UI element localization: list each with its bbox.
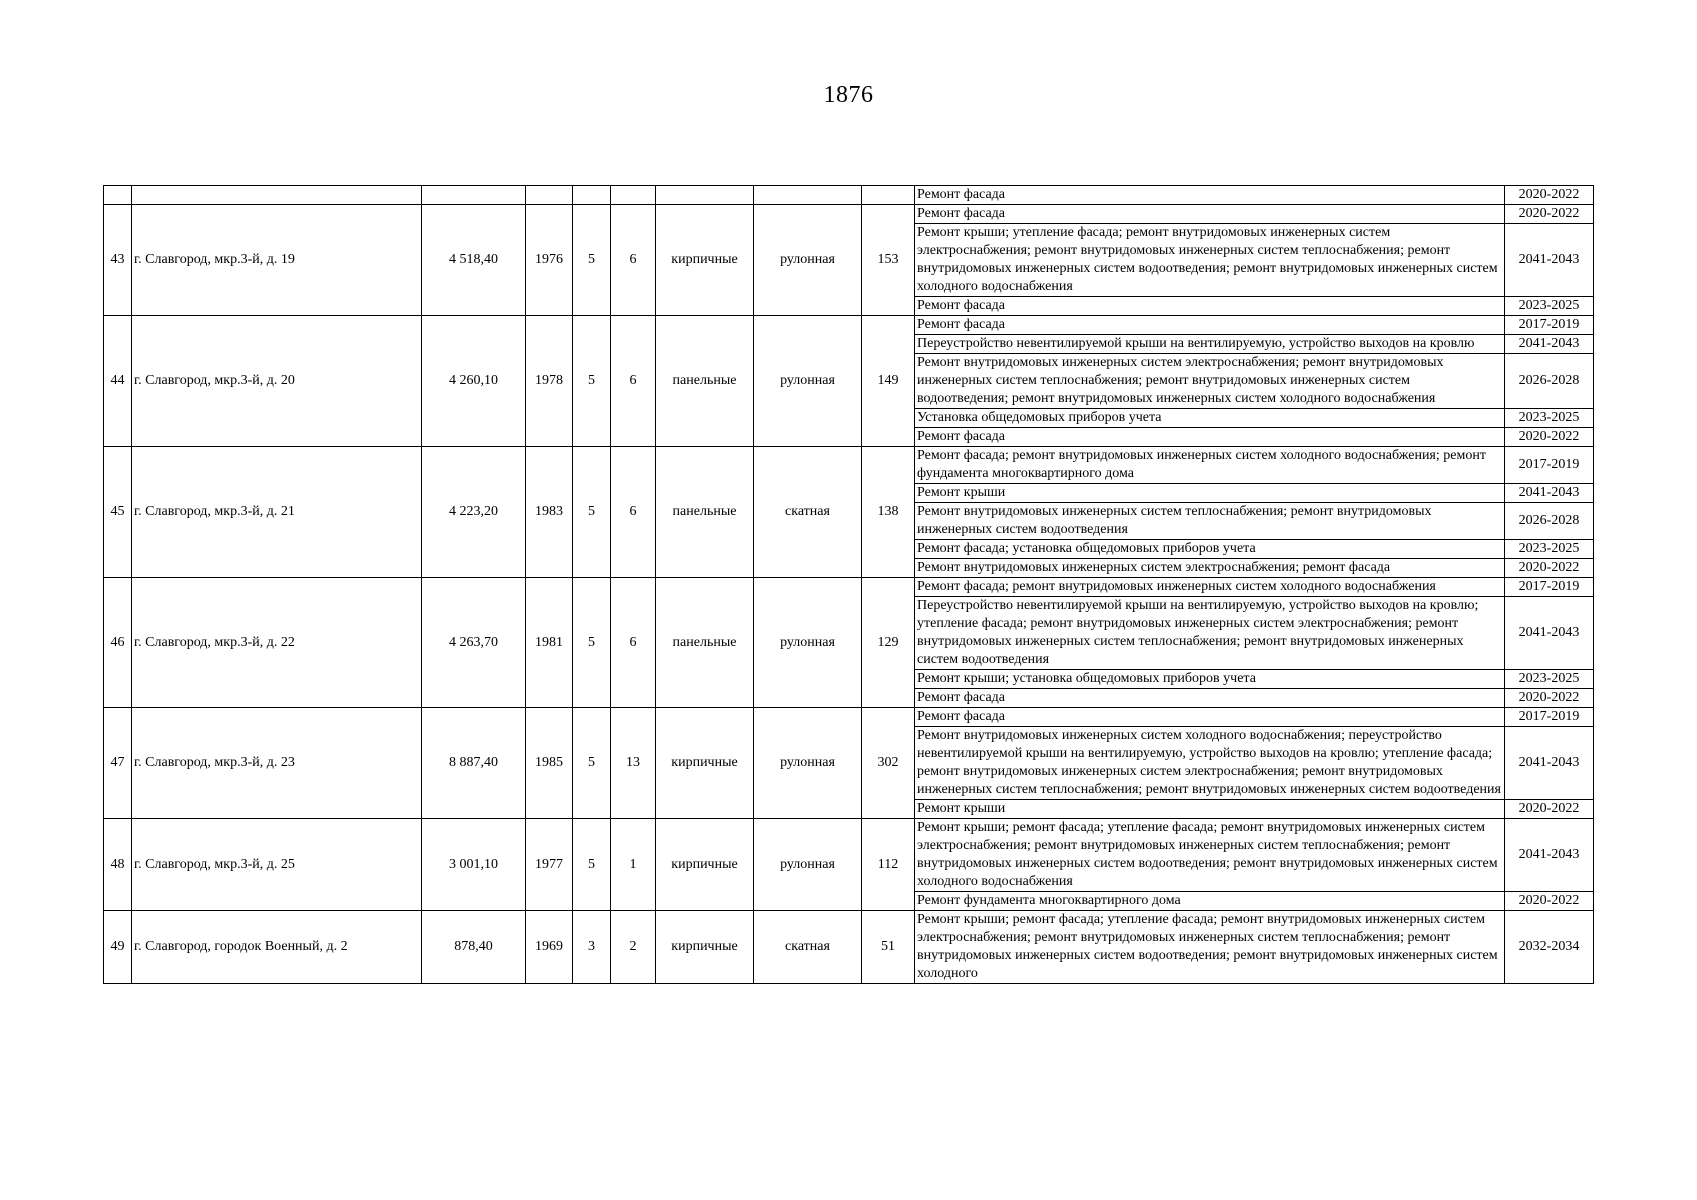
entrances: 6 — [611, 447, 656, 578]
work-period: 2020-2022 — [1505, 892, 1594, 911]
wall-material: панельные — [656, 316, 754, 447]
work-period: 2041-2043 — [1505, 597, 1594, 670]
address: г. Славгород, мкр.3-й, д. 21 — [132, 447, 422, 578]
work-description: Ремонт фасада — [915, 708, 1505, 727]
build-year: 1969 — [526, 911, 573, 984]
row-number: 47 — [104, 708, 132, 819]
work-period: 2041-2043 — [1505, 335, 1594, 354]
work-period: 2020-2022 — [1505, 205, 1594, 224]
row-number: 44 — [104, 316, 132, 447]
entrances: 13 — [611, 708, 656, 819]
work-period: 2026-2028 — [1505, 503, 1594, 540]
repair-schedule-table — [103, 185, 1594, 984]
work-period: 2041-2043 — [1505, 484, 1594, 503]
floors: 5 — [573, 708, 611, 819]
build-year: 1977 — [526, 819, 573, 911]
work-description: Ремонт крыши; ремонт фасада; утепление фасада; ремонт внутридомовых инженерных систем электроснабжения; ремонт внутридомовых инженерных систем теплоснабжения; ремонт внутридомовых инженерных систем водоотведения; ремонт внутридомовых инженерных систем холодного — [915, 911, 1505, 984]
wall-material: кирпичные — [656, 205, 754, 316]
roof-type: скатная — [754, 447, 862, 578]
build-year: 1985 — [526, 708, 573, 819]
residents: 153 — [862, 205, 915, 316]
roof-type: рулонная — [754, 205, 862, 316]
entrances: 6 — [611, 316, 656, 447]
residents: 51 — [862, 911, 915, 984]
residents: 112 — [862, 819, 915, 911]
area: 4 223,20 — [422, 447, 526, 578]
area: 4 518,40 — [422, 205, 526, 316]
wall-material: кирпичные — [656, 911, 754, 984]
work-description: Ремонт фасада — [915, 297, 1505, 316]
work-period: 2017-2019 — [1505, 447, 1594, 484]
work-description: Ремонт фундамента многоквартирного дома — [915, 892, 1505, 911]
work-period: 2023-2025 — [1505, 540, 1594, 559]
work-description: Ремонт фасада — [915, 316, 1505, 335]
roof-type: рулонная — [754, 316, 862, 447]
work-period: 2023-2025 — [1505, 409, 1594, 428]
area: 4 263,70 — [422, 578, 526, 708]
roof-type: рулонная — [754, 708, 862, 819]
work-description: Ремонт фасада — [915, 428, 1505, 447]
work-period: 2041-2043 — [1505, 819, 1594, 892]
table-row — [104, 205, 1594, 224]
work-period: 2020-2022 — [1505, 689, 1594, 708]
row-number: 43 — [104, 205, 132, 316]
area: 878,40 — [422, 911, 526, 984]
table-row — [104, 316, 1594, 335]
build-year: 1983 — [526, 447, 573, 578]
work-period: 2032-2034 — [1505, 911, 1594, 984]
roof-type: рулонная — [754, 819, 862, 911]
floors: 3 — [573, 911, 611, 984]
row-number: 45 — [104, 447, 132, 578]
address: г. Славгород, мкр.3-й, д. 22 — [132, 578, 422, 708]
floors: 5 — [573, 819, 611, 911]
residents: 302 — [862, 708, 915, 819]
work-period: 2017-2019 — [1505, 578, 1594, 597]
table-row — [104, 578, 1594, 597]
work-description: Ремонт внутридомовых инженерных систем электроснабжения; ремонт фасада — [915, 559, 1505, 578]
work-period: 2017-2019 — [1505, 708, 1594, 727]
work-description: Ремонт крыши — [915, 800, 1505, 819]
entrances: 2 — [611, 911, 656, 984]
work-period: 2041-2043 — [1505, 727, 1594, 800]
work-description: Переустройство невентилируемой крыши на вентилируемую, устройство выходов на кровлю; утепление фасада; ремонт внутридомовых инженерных систем электроснабжения; ремонт внутридомовых инженерных систем теплоснабжения; ремонт внутридомовых инженерных систем водоотведения — [915, 597, 1505, 670]
residents: 138 — [862, 447, 915, 578]
work-description: Ремонт фасада; ремонт внутридомовых инженерных систем холодного водоснабжения; ремонт фундамента многоквартирного дома — [915, 447, 1505, 484]
work-period: 2020-2022 — [1505, 800, 1594, 819]
build-year: 1978 — [526, 316, 573, 447]
page-number: 1876 — [823, 82, 874, 108]
work-period: 2026-2028 — [1505, 354, 1594, 409]
row-number: 48 — [104, 819, 132, 911]
work-description: Переустройство невентилируемой крыши на вентилируемую, устройство выходов на кровлю — [915, 335, 1505, 354]
floors: 5 — [573, 578, 611, 708]
row-number: 49 — [104, 911, 132, 984]
address: г. Славгород, мкр.3-й, д. 25 — [132, 819, 422, 911]
work-period: 2041-2043 — [1505, 224, 1594, 297]
entrances: 6 — [611, 578, 656, 708]
row-number: 46 — [104, 578, 132, 708]
address: г. Славгород, мкр.3-й, д. 23 — [132, 708, 422, 819]
floors: 5 — [573, 316, 611, 447]
work-period: 2020-2022 — [1505, 559, 1594, 578]
work-period: 2020-2022 — [1505, 186, 1594, 205]
work-description: Ремонт внутридомовых инженерных систем холодного водоснабжения; переустройство невентилируемой крыши на вентилируемую, устройство выходов на кровлю; утепление фасада; ремонт внутридомовых инженерных систем электроснабжения; ремонт внутридомовых инженерных систем теплоснабжения; ремонт внутридомовых инженерных систем водоотведения — [915, 727, 1505, 800]
work-description: Ремонт фасада; установка общедомовых приборов учета — [915, 540, 1505, 559]
work-period: 2023-2025 — [1505, 297, 1594, 316]
build-year: 1976 — [526, 205, 573, 316]
residents: 149 — [862, 316, 915, 447]
work-description: Ремонт внутридомовых инженерных систем электроснабжения; ремонт внутридомовых инженерных систем теплоснабжения; ремонт внутридомовых инженерных систем водоотведения; ремонт внутридомовых инженерных систем холодного водоснабжения — [915, 354, 1505, 409]
wall-material: кирпичные — [656, 819, 754, 911]
work-period: 2020-2022 — [1505, 428, 1594, 447]
wall-material: панельные — [656, 447, 754, 578]
address: г. Славгород, мкр.3-й, д. 19 — [132, 205, 422, 316]
residents: 129 — [862, 578, 915, 708]
work-description: Ремонт фасада — [915, 689, 1505, 708]
wall-material: панельные — [656, 578, 754, 708]
work-description: Ремонт фасада; ремонт внутридомовых инженерных систем холодного водоснабжения — [915, 578, 1505, 597]
table-row — [104, 911, 1594, 984]
table-row — [104, 186, 1594, 205]
work-description: Ремонт внутридомовых инженерных систем теплоснабжения; ремонт внутридомовых инженерных систем водоотведения — [915, 503, 1505, 540]
area: 3 001,10 — [422, 819, 526, 911]
work-description: Ремонт крыши; ремонт фасада; утепление фасада; ремонт внутридомовых инженерных систем электроснабжения; ремонт внутридомовых инженерных систем теплоснабжения; ремонт внутридомовых инженерных систем водоотведения; ремонт внутридомовых инженерных систем холодного водоснабжения — [915, 819, 1505, 892]
work-description: Ремонт фасада — [915, 205, 1505, 224]
wall-material: кирпичные — [656, 708, 754, 819]
work-period: 2017-2019 — [1505, 316, 1594, 335]
area: 4 260,10 — [422, 316, 526, 447]
work-description: Ремонт крыши — [915, 484, 1505, 503]
table-row — [104, 447, 1594, 484]
table-row — [104, 819, 1594, 892]
area: 8 887,40 — [422, 708, 526, 819]
work-description: Ремонт крыши; установка общедомовых приборов учета — [915, 670, 1505, 689]
address: г. Славгород, мкр.3-й, д. 20 — [132, 316, 422, 447]
work-period: 2023-2025 — [1505, 670, 1594, 689]
roof-type: рулонная — [754, 578, 862, 708]
address: г. Славгород, городок Военный, д. 2 — [132, 911, 422, 984]
floors: 5 — [573, 447, 611, 578]
work-description: Ремонт крыши; утепление фасада; ремонт внутридомовых инженерных систем электроснабжения; ремонт внутридомовых инженерных систем теплоснабжения; ремонт внутридомовых инженерных систем водоотведения; ремонт внутридомовых инженерных систем холодного водоснабжения — [915, 224, 1505, 297]
roof-type: скатная — [754, 911, 862, 984]
table-row — [104, 708, 1594, 727]
work-description: Установка общедомовых приборов учета — [915, 409, 1505, 428]
build-year: 1981 — [526, 578, 573, 708]
work-description: Ремонт фасада — [915, 186, 1505, 205]
floors: 5 — [573, 205, 611, 316]
entrances: 6 — [611, 205, 656, 316]
entrances: 1 — [611, 819, 656, 911]
